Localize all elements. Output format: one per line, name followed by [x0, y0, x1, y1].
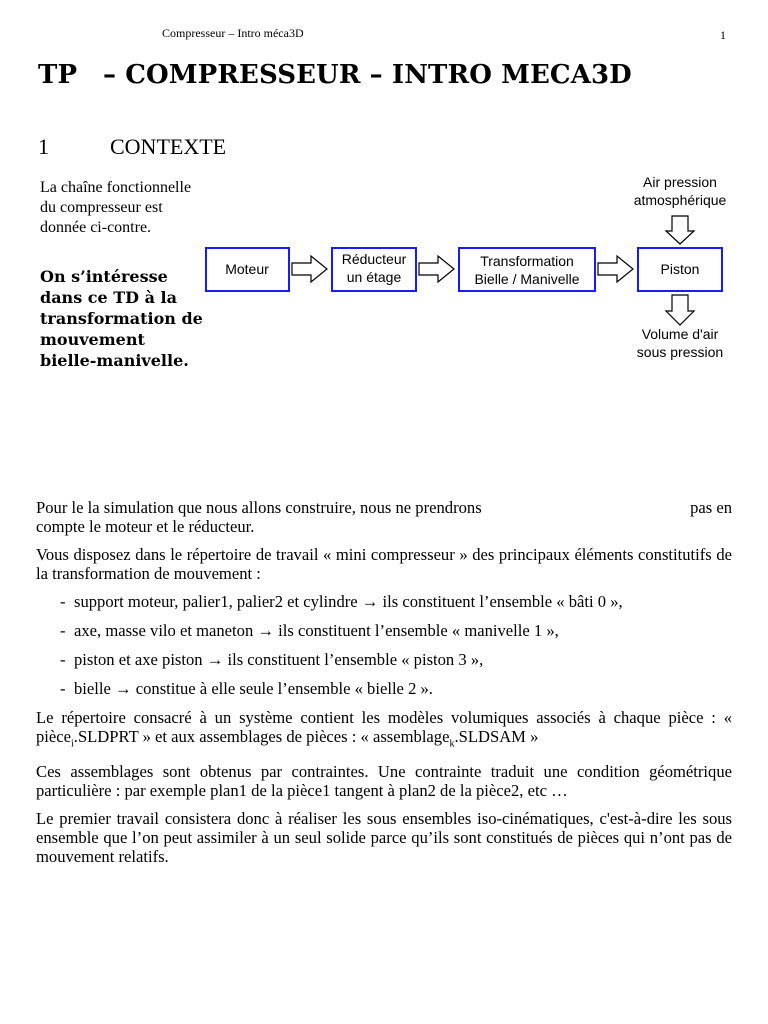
- list-item: - axe, masse vilo et maneton → ils constituent l’ensemble « manivelle 1 »,: [36, 621, 732, 640]
- list-item: - support moteur, palier1, palier2 et cylindre → ils constituent l’ensemble « bâti 0 »,: [36, 592, 732, 611]
- page-number: 1: [720, 28, 726, 42]
- subscript-i: i: [71, 738, 74, 750]
- output-arrow: [666, 295, 694, 325]
- functional-chain-diagram: [0, 0, 768, 400]
- section-title: CONTEXTE: [110, 134, 227, 159]
- input-label-line1: Air pression: [643, 174, 717, 190]
- paragraph-5: Le premier travail consistera donc à réaliser les sous ensembles iso-cinématiques, c'est-à-dire les sous ensemble que l’on peut assimiler à un seul solide parce qu’ils sont constitués de pièces qui n’ont pas de mouvement relatifs.: [36, 809, 732, 867]
- paragraph-3-part-a: Le répertoire consacré à un système contient les modèles volumiques associés à chaque pièce : « pièce: [36, 708, 732, 746]
- paragraph-3-part-c: .SLDSAM »: [454, 727, 539, 746]
- arrow-transformation-piston: [598, 256, 633, 282]
- running-header: Compresseur – Intro méca3D: [162, 26, 304, 40]
- paragraph-1: [36, 498, 732, 517]
- paragraph-2: Vous disposez dans le répertoire de travail « mini compresseur » des principaux éléments constitutifs de la transformation de mouvement :: [36, 545, 732, 583]
- arrow-moteur-reducteur: [292, 256, 327, 282]
- input-arrow: [666, 216, 694, 244]
- paragraph-1-right: pas en: [690, 498, 732, 517]
- box-reducteur-label-line1: Réducteur: [341, 251, 407, 267]
- box-transformation-label-line1: Transformation: [480, 253, 574, 269]
- box-reducteur-label-line2: un étage: [346, 269, 402, 285]
- assembly-list: [36, 592, 732, 698]
- body-text: [36, 498, 732, 875]
- title-prefix: TP: [38, 60, 78, 90]
- context-description: La chaîne fonctionnelle du compresseur est donnée ci-contre.: [40, 179, 192, 236]
- box-transformation-label-line2: Bielle / Manivelle: [474, 271, 580, 287]
- box-piston-label: Piston: [660, 261, 700, 277]
- subscript-k: k: [449, 738, 455, 750]
- output-label-line2: sous pression: [636, 344, 724, 360]
- input-label-line2: atmosphérique: [633, 192, 727, 208]
- paragraph-3: [36, 708, 732, 753]
- paragraph-4: Ces assemblages sont obtenus par contraintes. Une contrainte traduit une condition géométrique particulière : par exemple plan1 de la pièce1 tangent à plan2 de la pièce2, etc …: [36, 762, 732, 801]
- paragraph-1-left: Pour le la simulation que nous allons construire, nous ne prendrons: [36, 498, 482, 517]
- title-main: – COMPRESSEUR – INTRO MECA3D: [103, 60, 632, 90]
- box-moteur-label: Moteur: [225, 261, 269, 277]
- section-number: 1: [38, 134, 49, 159]
- paragraph-1-line2: compte le moteur et le réducteur.: [36, 517, 255, 536]
- list-item: - bielle → constitue à elle seule l’ensemble « bielle 2 ».: [36, 679, 732, 698]
- list-item: - piston et axe piston → ils constituent l’ensemble « piston 3 »,: [36, 650, 732, 669]
- context-emphasis: On s’intéresse dans ce TD à la transformation de mouvement bielle-manivelle.: [40, 267, 203, 370]
- arrow-reducteur-transformation: [419, 256, 454, 282]
- paragraph-3-part-b: .SLDPRT » et aux assemblages de pièces : « assemblage: [73, 727, 450, 746]
- output-label-line1: Volume d'air: [641, 326, 719, 342]
